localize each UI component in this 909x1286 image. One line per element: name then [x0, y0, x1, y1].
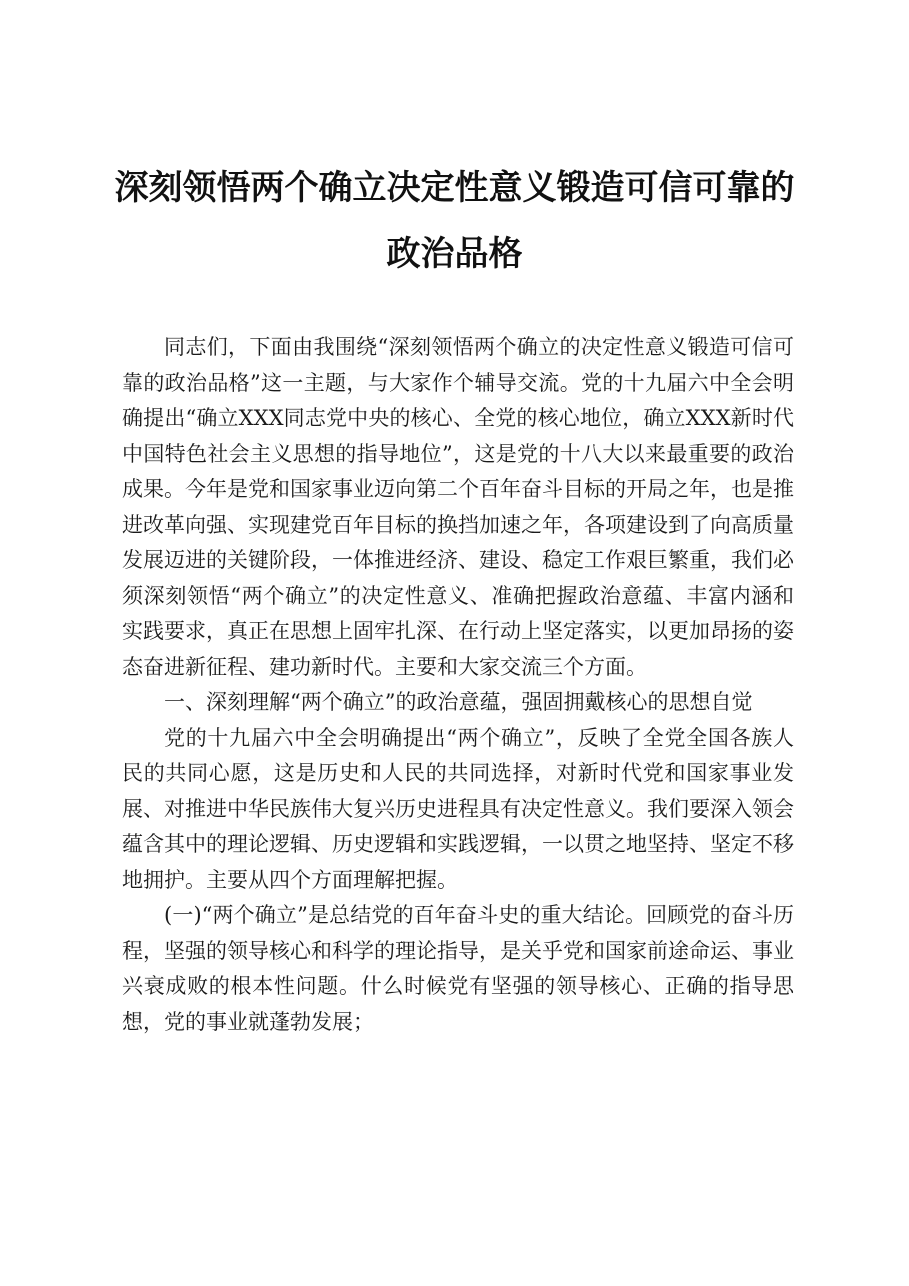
paragraph-intro: 同志们，下面由我围绕“深刻领悟两个确立的决定性意义锻造可信可靠的政治品格”这一主题，与大家作个辅导交流。党的十九届六中全会明确提出“确立XXX同志党中央的核心、全党的核心地位，确立XXX新时代中国特色社会主义思想的指导地位”，这是党的十八大以来最重要的政治成果。今年是党和国家事业迈向第二个百年奋斗目标的开局之年，也是推进改革向强、实现建党百年目标的换挡加速之年，各项建设到了向高质量发展迈进的关键阶段，一体推进经济、建设、稳定工作艰巨繁重，我们必须深刻领悟“两个确立”的决定性意义、准确把握政治意蕴、丰富内涵和实践要求，真正在思想上固牢扎深、在行动上坚定落实，以更加昂扬的姿态奋进新征程、建功新时代。主要和大家交流三个方面。 — [122, 335, 794, 679]
paragraph-section-1: 党的十九届六中全会明确提出“两个确立”，反映了全党全国各族人民的共同心愿，这是历史和人民的共同选择，对新时代党和国家事业发展、对推进中华民族伟大复兴历史进程具有决定性意义。我们要深入领会蕴含其中的理论逻辑、历史逻辑和实践逻辑，一以贯之地坚持、坚定不移地拥护。主要从四个方面理解把握。 — [122, 725, 794, 892]
section-heading-1: 一、深刻理解“两个确立”的政治意蕴，强固拥戴核心的思想自觉 — [164, 690, 753, 714]
document-title-line-1: 深刻领悟两个确立决定性意义锻造可信可靠的 — [114, 168, 795, 208]
document-title-line-2: 政治品格 — [386, 234, 523, 274]
document-body — [122, 330, 794, 1040]
paragraph-subsection-1: (一)“两个确立”是总结党的百年奋斗史的重大结论。回顾党的奋斗历程，坚强的领导核心和科学的理论指导，是关乎党和国家前途命运、事业兴衰成败的根本性问题。什么时候党有坚强的领导核心、正确的指导思想，党的事业就蓬勃发展； — [122, 903, 794, 1034]
